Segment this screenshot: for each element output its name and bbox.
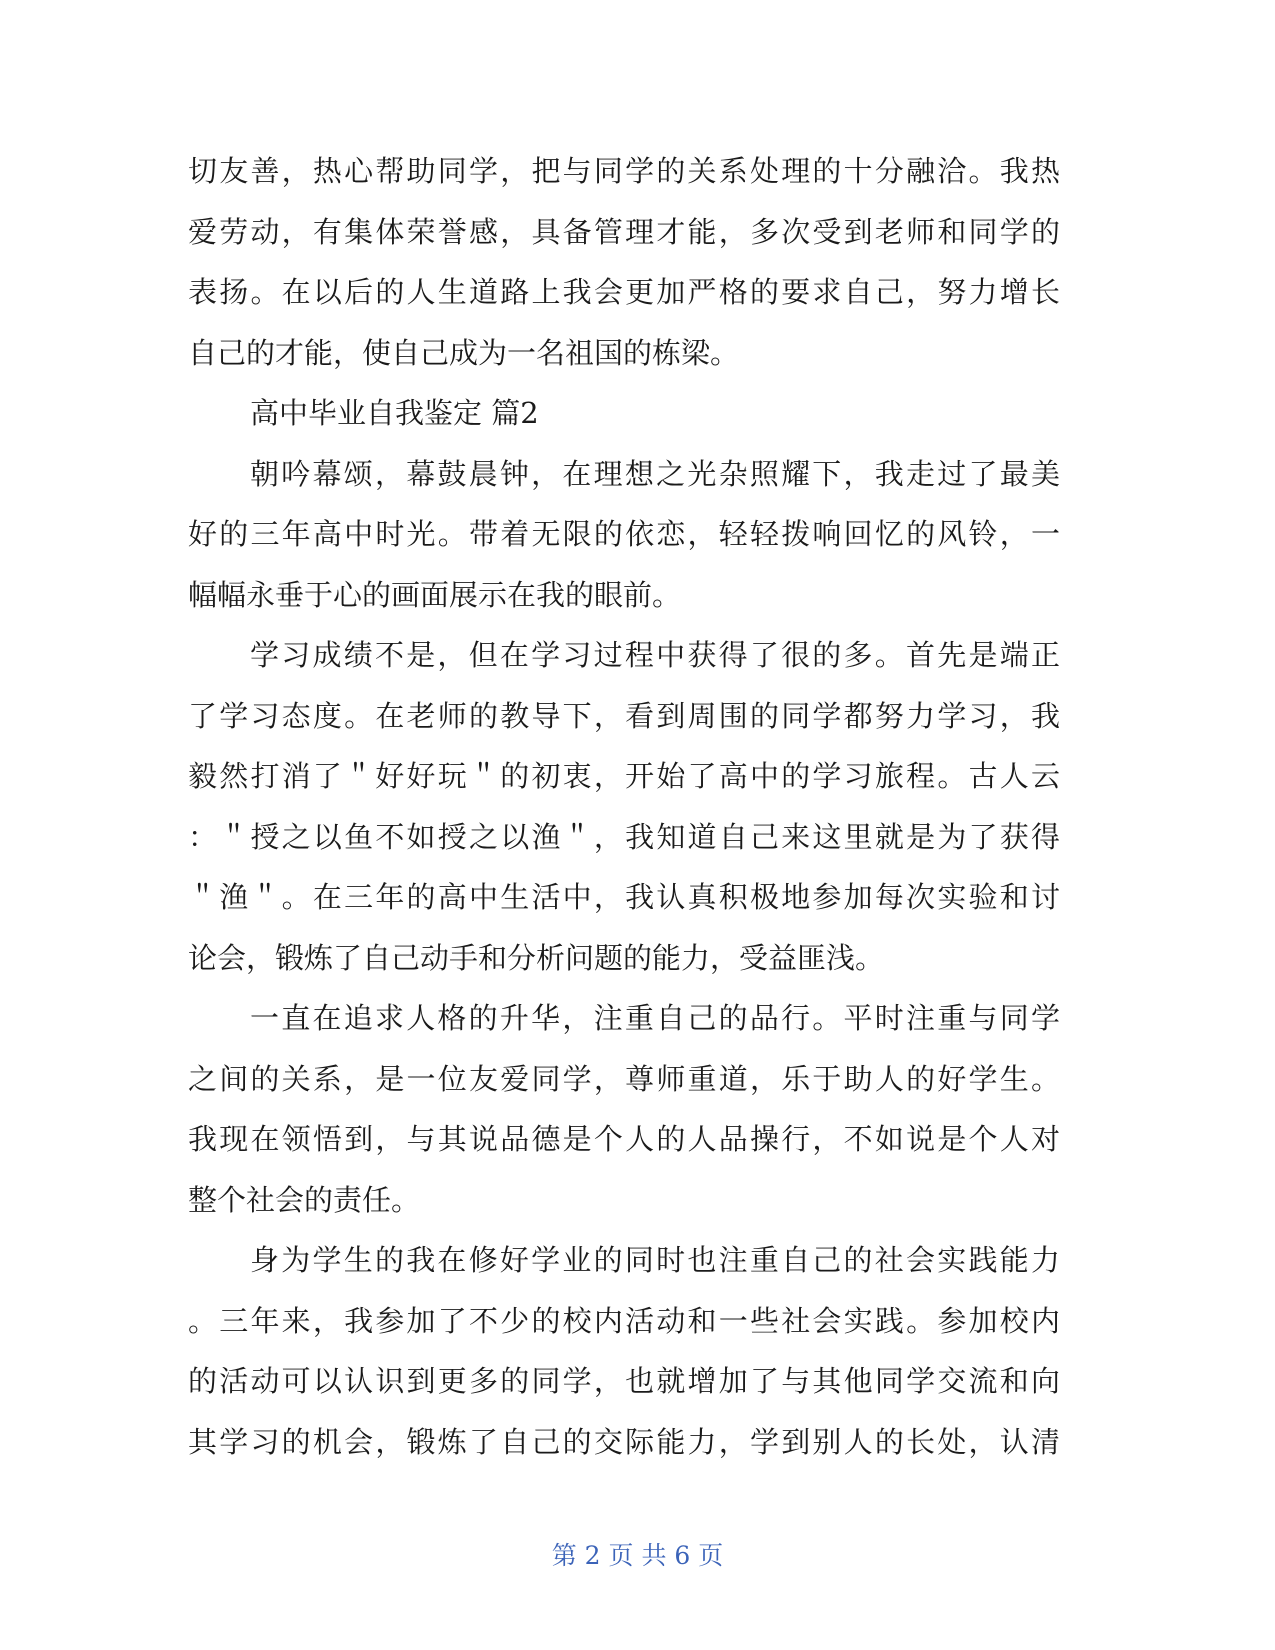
- document-body: [188, 141, 1060, 1472]
- section-heading: 高中毕业自我鉴定 篇2: [250, 396, 539, 430]
- text-line: 了学习态度。在老师的教导下，看到周围的同学都努力学习，我: [188, 698, 1060, 733]
- text-line: 我现在领悟到，与其说品德是个人的人品操行，不如说是个人对: [188, 1122, 1060, 1156]
- text-line: 论会，锻炼了自己动手和分析问题的能力，受益匪浅。: [188, 940, 885, 975]
- text-line: 毅然打消了＂好好玩＂的初衷，开始了高中的学习旅程。古人云: [188, 759, 1060, 793]
- text-line: 自己的才能，使自己成为一名祖国的栋梁。: [188, 335, 740, 370]
- text-line: 整个社会的责任。: [188, 1182, 421, 1217]
- text-line: ：＂授之以鱼不如授之以渔＂，我知道自己来这里就是为了获得: [188, 819, 1060, 854]
- text-line: 。三年来，我参加了不少的校内活动和一些社会实践。参加校内: [188, 1303, 1060, 1338]
- text-line: 其学习的机会，锻炼了自己的交际能力，学到别人的长处，认清: [188, 1424, 1060, 1459]
- text-line: 一直在追求人格的升华，注重自己的品行。平时注重与同学: [250, 1001, 1060, 1035]
- text-line: ＂渔＂。在三年的高中生活中，我认真积极地参加每次实验和讨: [188, 880, 1060, 914]
- text-line: 之间的关系，是一位友爱同学，尊师重道，乐于助人的好学生。: [188, 1061, 1060, 1096]
- text-line: 好的三年高中时光。带着无限的依恋，轻轻拨响回忆的风铃，一: [188, 517, 1060, 551]
- text-line: 学习成绩不是，但在学习过程中获得了很的多。首先是端正: [250, 638, 1060, 672]
- text-line: 爱劳动，有集体荣誉感，具备管理才能，多次受到老师和同学的: [188, 214, 1060, 249]
- text-line: 幅幅永垂于心的画面展示在我的眼前。: [188, 577, 682, 612]
- text-line: 朝吟幕颂，幕鼓晨钟，在理想之光杂照耀下，我走过了最美: [250, 456, 1060, 491]
- text-line: 的活动可以认识到更多的同学，也就增加了与其他同学交流和向: [188, 1364, 1060, 1398]
- text-line: 表扬。在以后的人生道路上我会更加严格的要求自己，努力增长: [188, 275, 1060, 309]
- text-line: 切友善，热心帮助同学，把与同学的关系处理的十分融洽。我热: [188, 154, 1060, 188]
- text-line: 身为学生的我在修好学业的同时也注重自己的社会实践能力: [250, 1243, 1060, 1277]
- page-number-footer: 第 2 页 共 6 页: [551, 1541, 724, 1570]
